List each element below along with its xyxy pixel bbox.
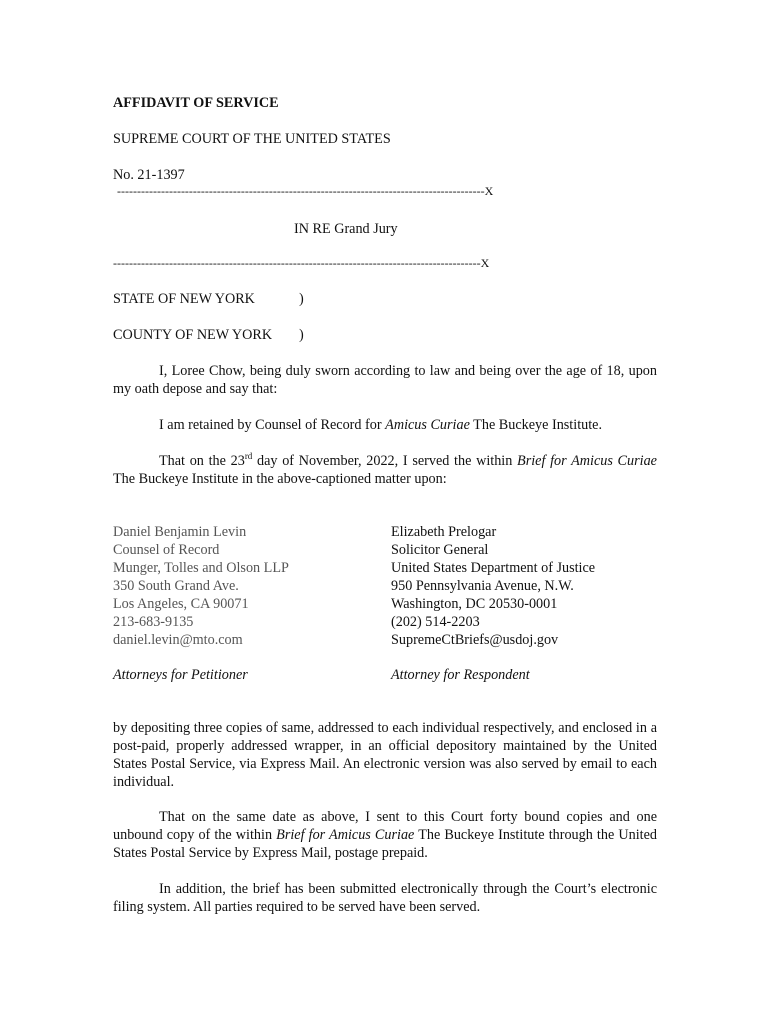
service-paragraph: That on the 23rd day of November, 2022, I served the within Brief for Amicus Curiae The Buckeye Institute in the above-captioned matter upon: — [113, 451, 657, 487]
respondent-line: Solicitor General — [391, 542, 489, 558]
caption-divider-top: --------------------------------------------------------------------------------------------X — [117, 184, 494, 198]
petitioner-line: 213-683-9135 — [113, 614, 194, 630]
petitioner-line: Los Angeles, CA 90071 — [113, 596, 249, 612]
respondent-line: Elizabeth Prelogar — [391, 524, 497, 540]
respondent-line: (202) 514-2203 — [391, 614, 480, 630]
venue-county: COUNTY OF NEW YORK — [113, 327, 273, 343]
court-name: SUPREME COURT OF THE UNITED STATES — [113, 131, 391, 147]
venue-state-paren: ) — [299, 291, 304, 307]
respondent-email: SupremeCtBriefs@usdoj.gov — [391, 632, 559, 648]
petitioner-role: Attorneys for Petitioner — [113, 667, 248, 683]
venue-state: STATE OF NEW YORK — [113, 291, 255, 307]
case-caption: IN RE Grand Jury — [294, 221, 398, 237]
caption-divider-bottom: --------------------------------------------------------------------------------------------X — [113, 256, 490, 270]
retention-paragraph: I am retained by Counsel of Record for Amicus Curiae The Buckeye Institute. — [159, 417, 603, 433]
deposit-paragraph: by depositing three copies of same, addressed to each individual respectively, and enclosed in a post-paid, properly addressed wrapper, in an official depository maintained by the United States Postal Service, via Express Mail. An electronic version was also served by email to each individual. — [113, 720, 657, 790]
case-number: No. 21-1397 — [113, 167, 185, 183]
oath-paragraph: I, Loree Chow, being duly sworn according to law and being over the age of 18, upon my oath depose and say that: — [113, 363, 657, 397]
petitioner-line: 350 South Grand Ave. — [113, 578, 239, 594]
document-title: AFFIDAVIT OF SERVICE — [113, 95, 279, 111]
respondent-line: 950 Pennsylvania Avenue, N.W. — [391, 578, 574, 594]
venue-county-paren: ) — [299, 327, 304, 343]
court-copies-paragraph: That on the same date as above, I sent to this Court forty bound copies and one unbound copy of the within Brief for Amicus Curiae The Buckeye Institute through the United States Postal Service by Express Mail, postage prepaid. — [113, 809, 657, 861]
petitioner-line: Counsel of Record — [113, 542, 220, 558]
respondent-line: Washington, DC 20530-0001 — [391, 596, 558, 612]
petitioner-line: Daniel Benjamin Levin — [113, 524, 247, 540]
petitioner-address-block — [113, 523, 289, 649]
respondent-address-block — [391, 523, 595, 649]
electronic-filing-paragraph: In addition, the brief has been submitted electronically through the Court’s electronic filing system. All parties required to be served have been served. — [113, 881, 657, 915]
petitioner-line: Munger, Tolles and Olson LLP — [113, 560, 289, 576]
petitioner-email: daniel.levin@mto.com — [113, 632, 243, 648]
respondent-line: United States Department of Justice — [391, 560, 596, 576]
respondent-role: Attorney for Respondent — [391, 667, 530, 683]
